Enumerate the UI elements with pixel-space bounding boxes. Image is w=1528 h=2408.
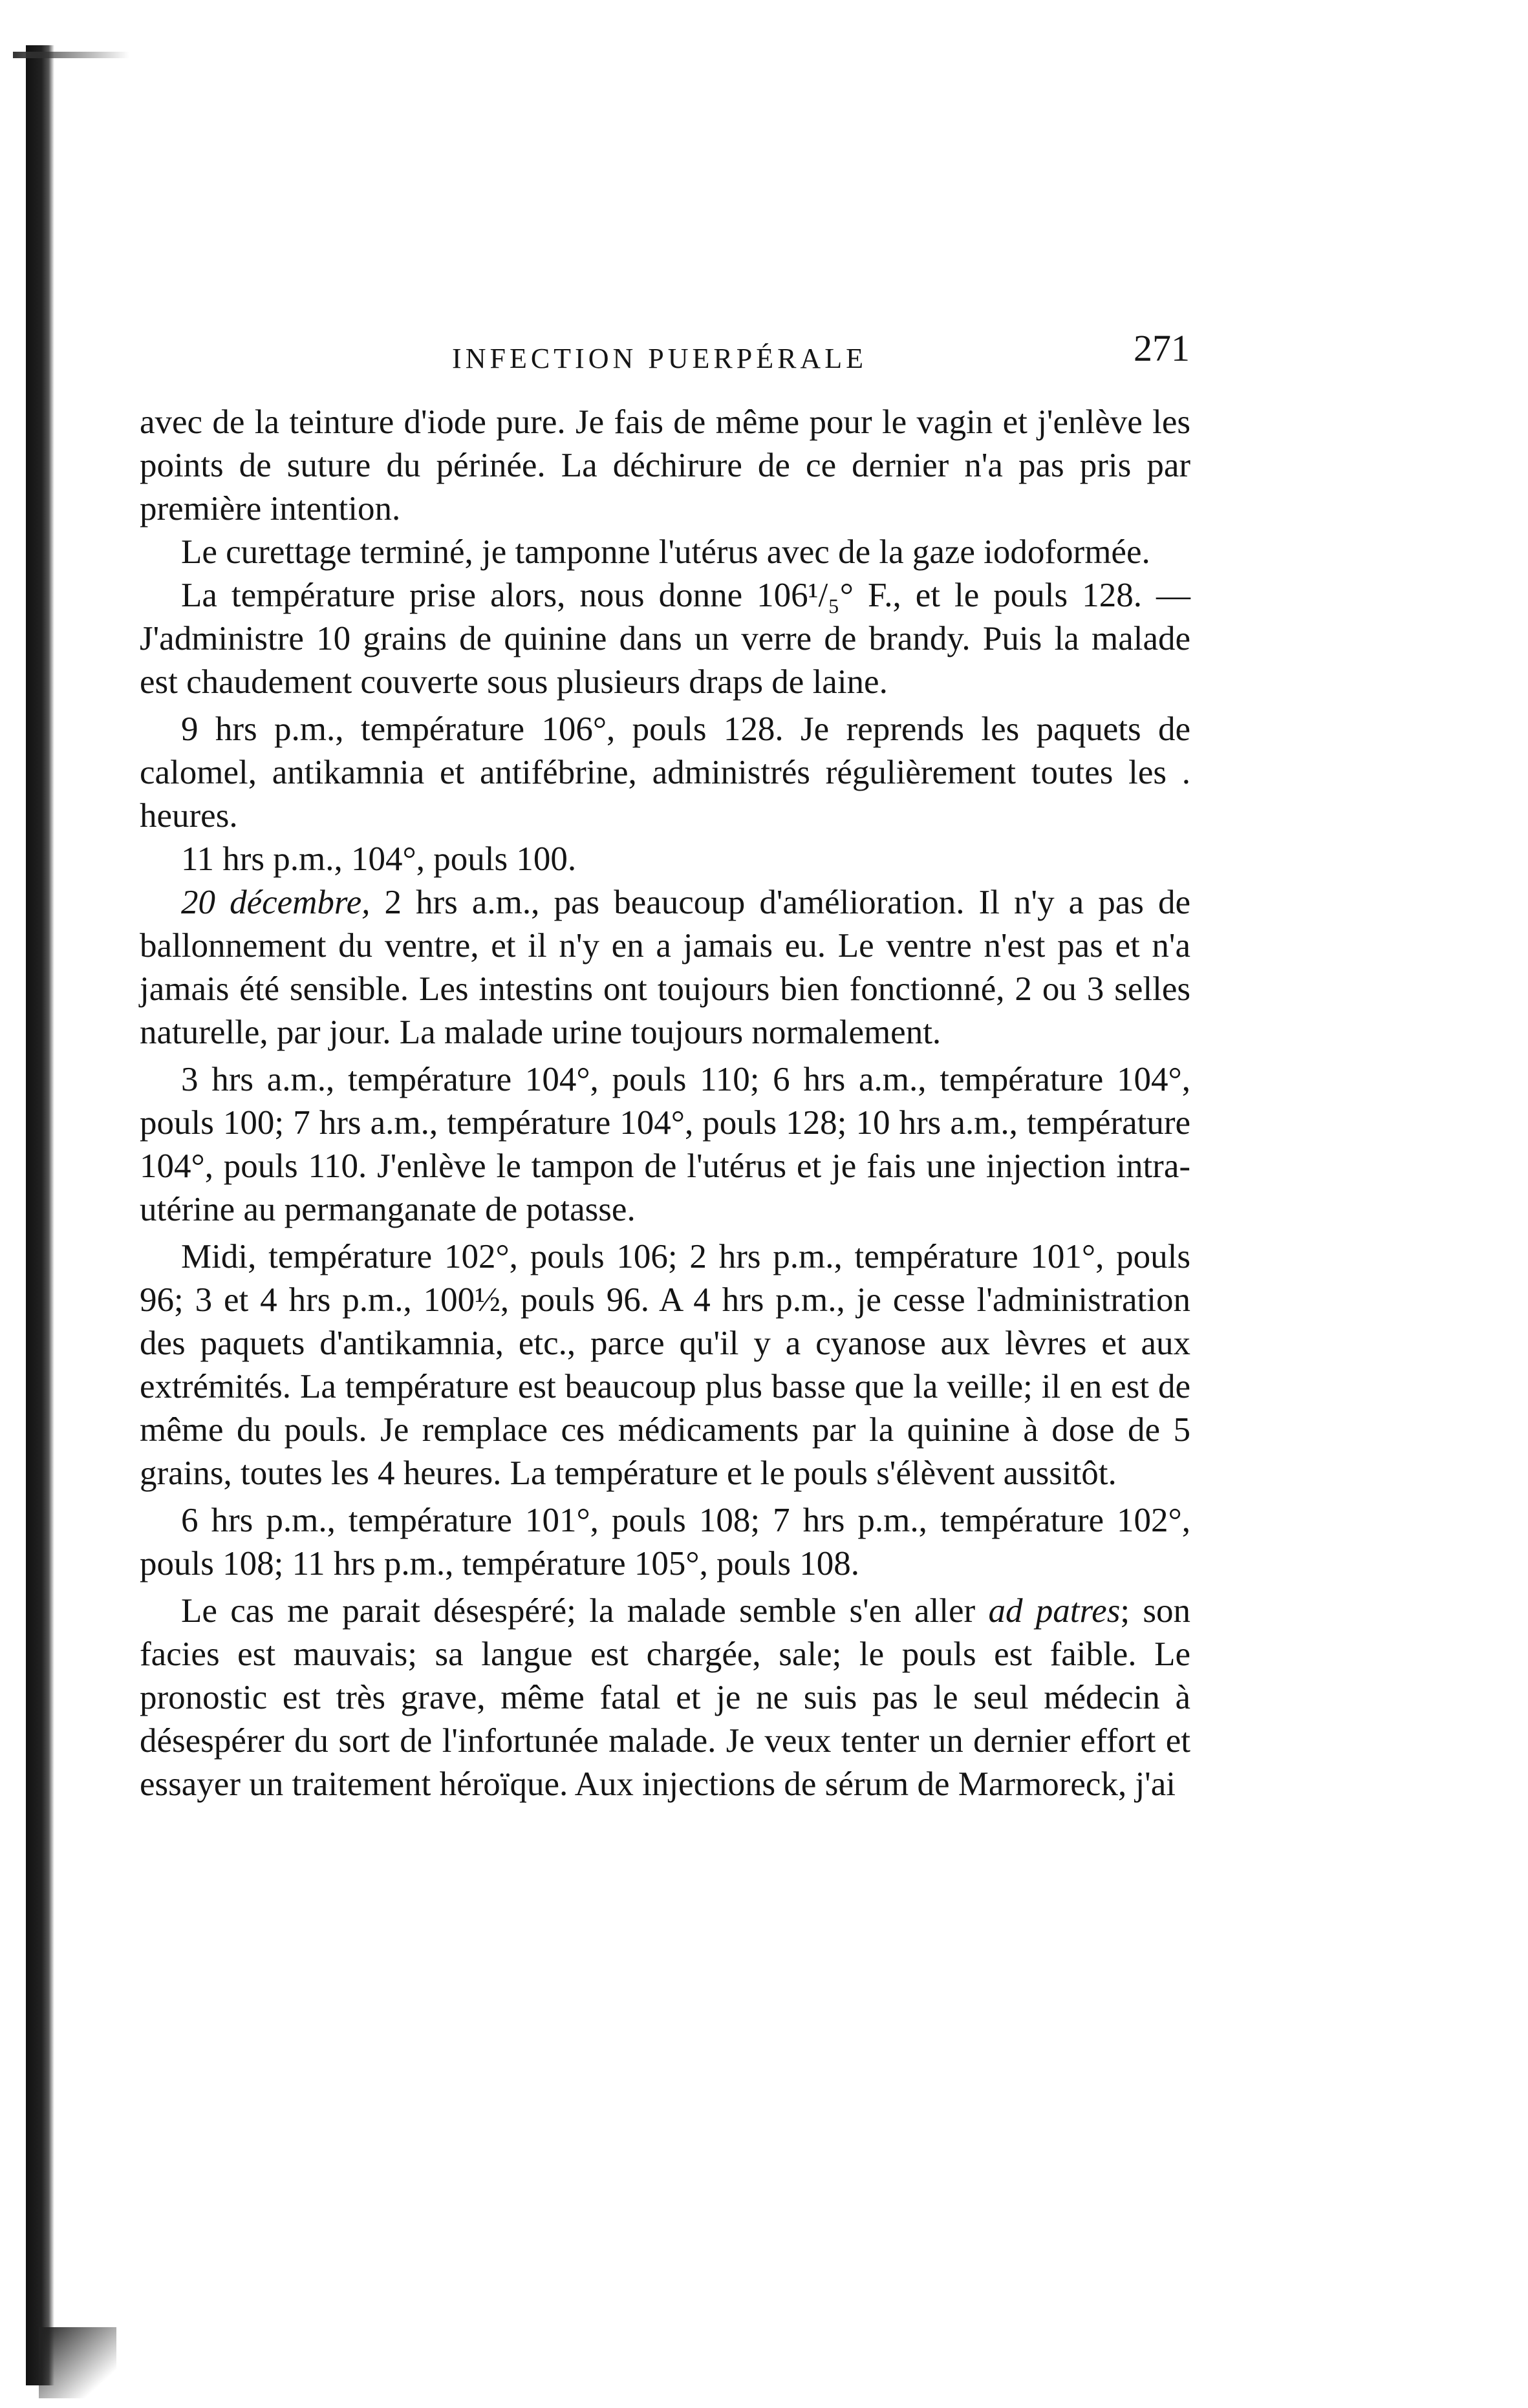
paragraph-4: 9 hrs p.m., température 106°, pouls 128. Je reprends les paquets de calomel, antikamnia et antifébrine, administrés régulièrement toutes les . heures. (140, 710, 1190, 835)
paragraph-1: avec de la teinture d'iode pure. Je fais de même pour le vagin et j'enlève les points de suture du périnée. La déchirure de ce dernier n'a pas pris par première intention. (140, 403, 1190, 527)
paragraph-10 (140, 1590, 1190, 1806)
paragraph-7: 3 hrs a.m., température 104°, pouls 110; 6 hrs a.m., température 104°, pouls 100; 7 hrs a.m., température 104°, pouls 128; 10 hrs a.m., température 104°, pouls 110. J'enlève le tampon de l'utérus et je fais une injection intra-utérine au permanganate de potasse. (140, 1061, 1190, 1228)
date-italic: 20 décembre, (181, 884, 371, 921)
paragraph-9: 6 hrs p.m., température 101°, pouls 108; 7 hrs p.m., température 102°, pouls 108; 11 hrs p.m., température 105°, pouls 108. (140, 1502, 1190, 1582)
paragraph-6 (140, 881, 1190, 1054)
page-header (129, 326, 1190, 378)
paragraph-8: Midi, température 102°, pouls 106; 2 hrs p.m., température 101°, pouls 96; 3 et 4 hrs p.m., 100½, pouls 96. A 4 hrs p.m., je cesse l'administration des paquets d'antikamnia, etc., parce qu'il y a cyanose aux lèvres et aux extrémités. La température est beaucoup plus basse que la veille; il en est de même du pouls. Je remplace ces médicaments par la quinine à dose de 5 grains, toutes les 4 heures. La température et le pouls s'élèvent aussitôt. (140, 1238, 1190, 1492)
binding-shadow (26, 45, 54, 2385)
paragraph-10-text: Le cas me parait désespéré; la malade semble s'en aller ad patres; son facies est mauvais; sa langue est chargée, sale; le pouls est faible. Le pronostic est très grave, même fatal et je ne suis pas le seul médecin à désespérer du sort de l'infortunée malade. Je veux tenter un dernier effort et essayer un traitement héroïque. Aux injections de sérum de Marmoreck, j'ai (140, 1592, 1190, 1803)
binding-shadow-bottom (39, 2327, 116, 2398)
page-number: 271 (1134, 327, 1190, 369)
body-text (140, 401, 1190, 1806)
latin-italic: ad patres (988, 1592, 1121, 1630)
paragraph-2: Le curettage terminé, je tamponne l'utérus avec de la gaze iodoformée. (181, 533, 1150, 571)
paragraph-6-text: 2 hrs a.m., pas beaucoup d'amélioration. Il n'y a pas de ballonnement du ventre, et il n'y en a jamais eu. Le ventre n'est pas et n'a jamais été sensible. Les intestins ont toujours bien fonctionné, 2 ou 3 selles naturelle, par jour. La malade urine toujours normalement. (140, 884, 1191, 1051)
paragraph-3: La température prise alors, nous donne 106¹/₅° F., et le pouls 128. — J'administre 10 grains de quinine dans un verre de brandy. Puis la malade est chaudement couverte sous plusieurs draps de laine. (140, 577, 1190, 701)
binding-shadow-top (13, 52, 129, 58)
paragraph-5: 11 hrs p.m., 104°, pouls 100. (181, 840, 577, 878)
running-title: INFECTION PUERPÉRALE (452, 343, 867, 374)
